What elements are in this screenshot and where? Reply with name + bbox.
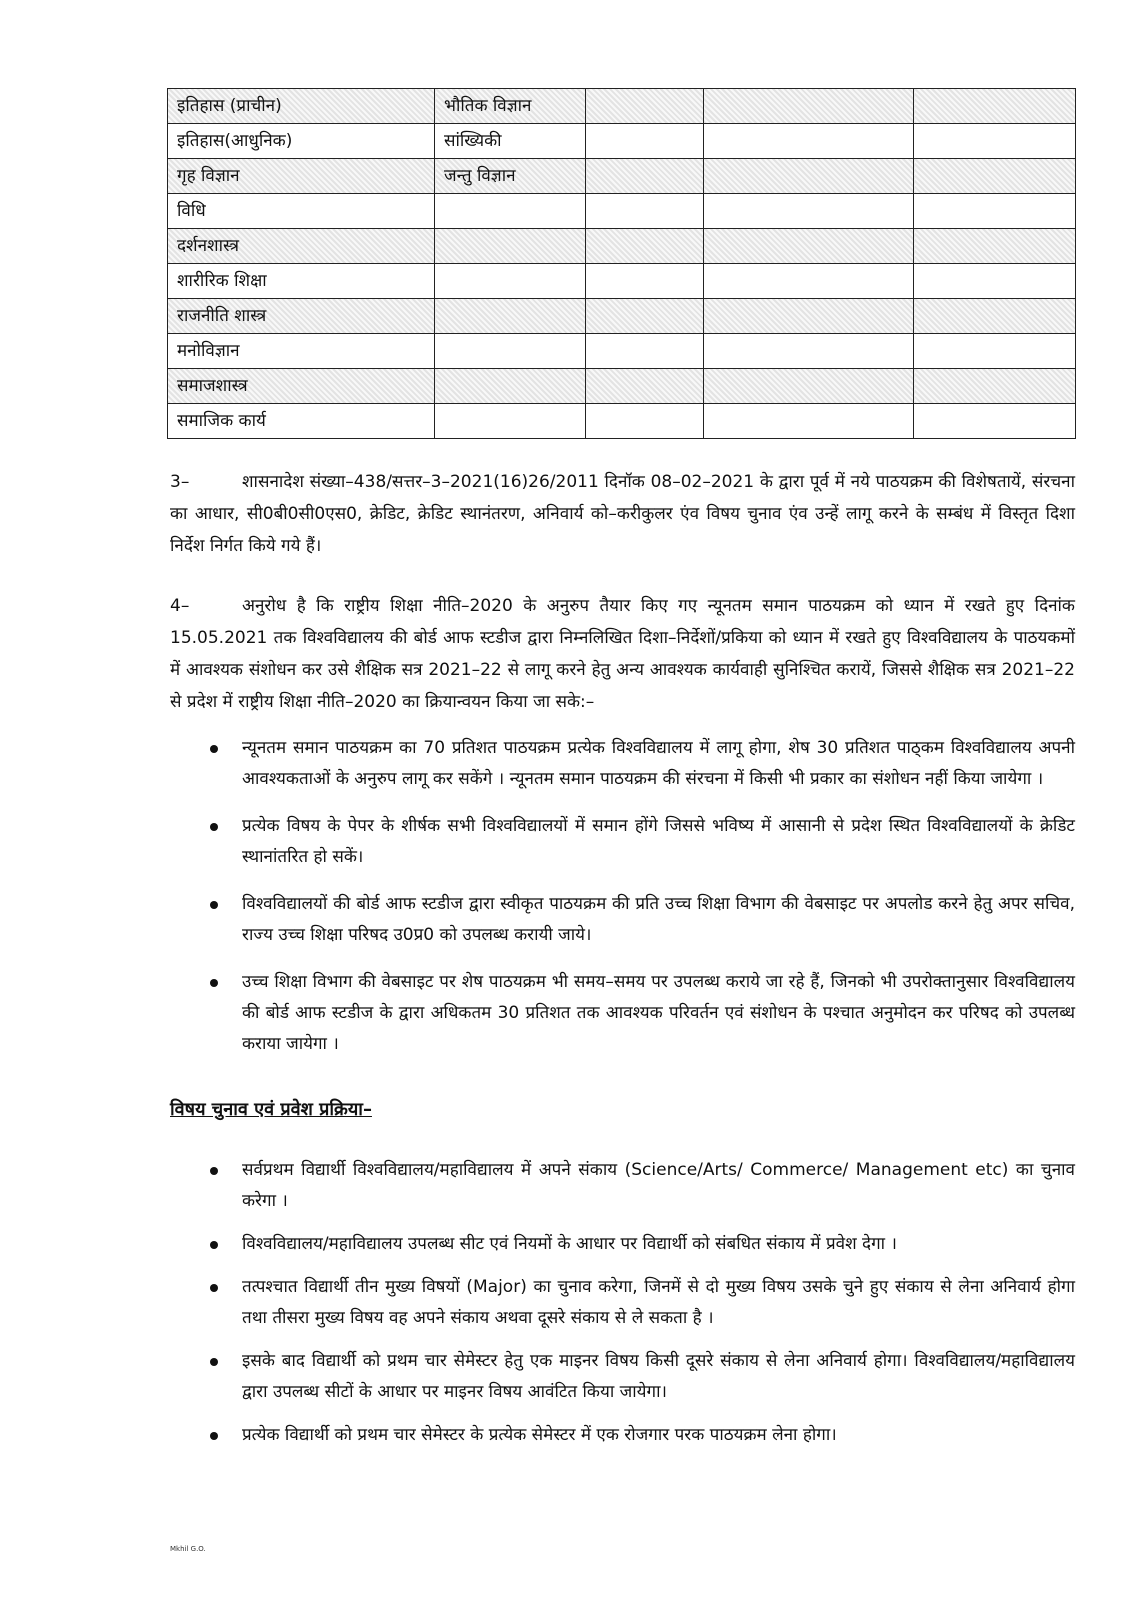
table-cell: विधि (168, 194, 435, 229)
list-item-text: उच्च शिक्षा विभाग की वेबसाइट पर शेष पाठयक्रम भी समय–समय पर उपलब्ध कराये जा रहे हैं, जिनको भी उपरोक्तानुसार विश्वविद्यालय की बोर्ड आफ स्टडीज के द्वारा अधिकतम 30 प्रतिशत तक आवश्यक परिवर्तन एवं संशोधन के पश्चात अनुमोदन कर परिषद को उपलब्ध कराया जायेगा । (242, 972, 1075, 1054)
table-cell (914, 334, 1076, 369)
list-item-text: सर्वप्रथम विद्यार्थी विश्वविद्यालय/महाविद्यालय में अपने संकाय (Science/Arts/ Commerce/ Management etc) का चुनाव करेगा । (242, 1160, 1075, 1211)
table-cell (914, 194, 1076, 229)
table-cell (586, 404, 704, 439)
guideline-list (170, 733, 1075, 1060)
table-cell: राजनीति शास्त्र (168, 299, 435, 334)
table-cell (586, 124, 704, 159)
table-cell: समाजिक कार्य (168, 404, 435, 439)
table-cell (914, 299, 1076, 334)
list-item (170, 733, 1075, 795)
list-item (170, 811, 1075, 873)
bullet-icon (210, 1167, 218, 1175)
table-cell (435, 264, 586, 299)
table-cell (704, 159, 914, 194)
subjects-table (167, 88, 1076, 439)
paragraph-4 (170, 590, 1075, 718)
list-item (170, 1272, 1075, 1334)
list-item-text: तत्पश्चात विद्यार्थी तीन मुख्य विषयों (Major) का चुनाव करेगा, जिनमें से दो मुख्य विषय उसके चुने हुए संकाय से लेना अनिवार्य होगा तथा तीसरा मुख्य विषय वह अपने संकाय अथवा दूसरे संकाय से ले सकता है । (242, 1277, 1075, 1328)
table-row (168, 124, 1076, 159)
table-cell (914, 124, 1076, 159)
section-heading: विषय चुनाव एवं प्रवेश प्रक्रिया– (170, 1099, 372, 1120)
table-cell (586, 299, 704, 334)
table-cell (704, 124, 914, 159)
table-cell (704, 264, 914, 299)
table-cell (586, 159, 704, 194)
table-row (168, 404, 1076, 439)
table-cell: भौतिक विज्ञान (435, 89, 586, 124)
table-cell: इतिहास (प्राचीन) (168, 89, 435, 124)
table-cell (914, 89, 1076, 124)
table-cell (435, 404, 586, 439)
table-cell: गृह विज्ञान (168, 159, 435, 194)
table-cell: जन्तु विज्ञान (435, 159, 586, 194)
paragraph-number: 3– (170, 472, 190, 492)
bullet-icon (210, 1432, 218, 1440)
table-cell (914, 369, 1076, 404)
bullet-icon (210, 901, 218, 909)
bullet-icon (210, 979, 218, 987)
table-cell (704, 89, 914, 124)
table-cell (704, 404, 914, 439)
table-cell: इतिहास(आधुनिक) (168, 124, 435, 159)
bullet-icon (210, 745, 218, 753)
paragraph-number: 4– (170, 596, 190, 616)
table-cell (586, 264, 704, 299)
table-cell (704, 299, 914, 334)
table-cell: सांख्यिकी (435, 124, 586, 159)
table-cell (704, 334, 914, 369)
table-cell (704, 194, 914, 229)
table-row (168, 299, 1076, 334)
table-row (168, 194, 1076, 229)
table-cell (704, 229, 914, 264)
paragraph-text: शासनादेश संख्या–438/सत्तर–3–2021(16)26/2011 दिनॉक 08–02–2021 के द्वारा पूर्व में नये पाठयक्रम की विशेषतायें, संरचना का आधार, सी0बी0सी0एस0, क्रेडिट, क्रेडिट स्थानंतरण, अनिवार्य को–करीकुलर एंव विषय चुनाव एंव उन्हें लागू करने के सम्बंध में विस्तृत दिशा निर्देश निर्गत किये गये हैं। (170, 472, 1075, 556)
list-item (170, 1229, 1075, 1260)
table-cell: समाजशास्त्र (168, 369, 435, 404)
table-row (168, 334, 1076, 369)
list-item (170, 1155, 1075, 1217)
table-cell (914, 404, 1076, 439)
list-item-text: विश्वविद्यालय/महाविद्यालय उपलब्ध सीट एवं नियमों के आधार पर विद्यार्थी को संबधित संकाय में प्रवेश देगा । (242, 1234, 897, 1254)
table-row (168, 369, 1076, 404)
table-cell (914, 159, 1076, 194)
list-item-text: विश्वविद्यालयों की बोर्ड आफ स्टडीज द्वारा स्वीकृत पाठयक्रम की प्रति उच्च शिक्षा विभाग की वेबसाइट पर अपलोड करने हेतु अपर सचिव, राज्य उच्च शिक्षा परिषद उ0प्र0 को उपलब्ध करायी जाये। (242, 894, 1075, 945)
table-cell (435, 334, 586, 369)
table-cell: शारीरिक शिक्षा (168, 264, 435, 299)
bullet-icon (210, 823, 218, 831)
list-item (170, 1420, 1075, 1451)
table-cell (914, 264, 1076, 299)
table-row (168, 89, 1076, 124)
table-cell (586, 369, 704, 404)
table-cell (435, 229, 586, 264)
list-item-text: न्यूनतम समान पाठयक्रम का 70 प्रतिशत पाठयक्रम प्रत्येक विश्वविद्यालय में लागू होगा, शेष 30 प्रतिशत पाठ्कम विश्वविद्यालय अपनी आवश्यकताओं के अनुरुप लागू कर सकेंगे । न्यूनतम समान पाठयक्रम की संरचना में किसी भी प्रकार का संशोधन नहीं किया जायेगा । (242, 738, 1075, 789)
table-cell (704, 369, 914, 404)
footnote: Mkhil G.O. (170, 1545, 206, 1553)
list-item (170, 1346, 1075, 1408)
list-item-text: प्रत्येक विषय के पेपर के शीर्षक सभी विश्वविद्यालयों में समान होंगे जिससे भविष्य में आसानी से प्रदेश स्थित विश्वविद्यालयों के क्रेडिट स्थानांतरित हो सकें। (242, 816, 1075, 867)
bullet-icon (210, 1358, 218, 1366)
bullet-icon (210, 1241, 218, 1249)
table-row (168, 229, 1076, 264)
table-cell (435, 194, 586, 229)
table-cell (586, 334, 704, 369)
list-item (170, 967, 1075, 1060)
table-cell (435, 369, 586, 404)
table-cell (586, 194, 704, 229)
bullet-icon (210, 1284, 218, 1292)
table-row (168, 264, 1076, 299)
list-item-text: प्रत्येक विद्यार्थी को प्रथम चार सेमेस्टर के प्रत्येक सेमेस्टर में एक रोजगार परक पाठयक्रम लेना होगा। (242, 1425, 837, 1445)
table-cell (586, 89, 704, 124)
table-cell (914, 229, 1076, 264)
table-cell: दर्शनशास्त्र (168, 229, 435, 264)
table-cell: मनोविज्ञान (168, 334, 435, 369)
table-cell (586, 229, 704, 264)
admission-process-list (170, 1155, 1075, 1451)
table-cell (435, 299, 586, 334)
list-item (170, 889, 1075, 951)
paragraph-3 (170, 466, 1075, 562)
list-item-text: इसके बाद विद्यार्थी को प्रथम चार सेमेस्टर हेतु एक माइनर विषय किसी दूसरे संकाय से लेना अनिवार्य होगा। विश्वविद्यालय/महाविद्यालय द्वारा उपलब्ध सीटों के आधार पर माइनर विषय आवंटित किया जायेगा। (242, 1351, 1075, 1402)
table-row (168, 159, 1076, 194)
paragraph-text: अनुरोध है कि राष्ट्रीय शिक्षा नीति–2020 के अनुरुप तैयार किए गए न्यूनतम समान पाठयक्रम को ध्यान में रखते हुए दिनांक 15.05.2021 तक विश्वविद्यालय की बोर्ड आफ स्टडीज द्वारा निम्नलिखित दिशा–निर्देशों/प्रकिया को ध्यान में रखते हुए विश्वविद्यालय के पाठयकमों में आवश्यक संशोधन कर उसे शैक्षिक सत्र 2021–22 से लागू करने हेतु अन्य आवश्यक कार्यवाही सुनिश्चित करायें, जिससे शैक्षिक सत्र 2021–22 से प्रदेश में राष्ट्रीय शिक्षा नीति–2020 का क्रियान्वयन किया जा सके:– (170, 596, 1075, 712)
